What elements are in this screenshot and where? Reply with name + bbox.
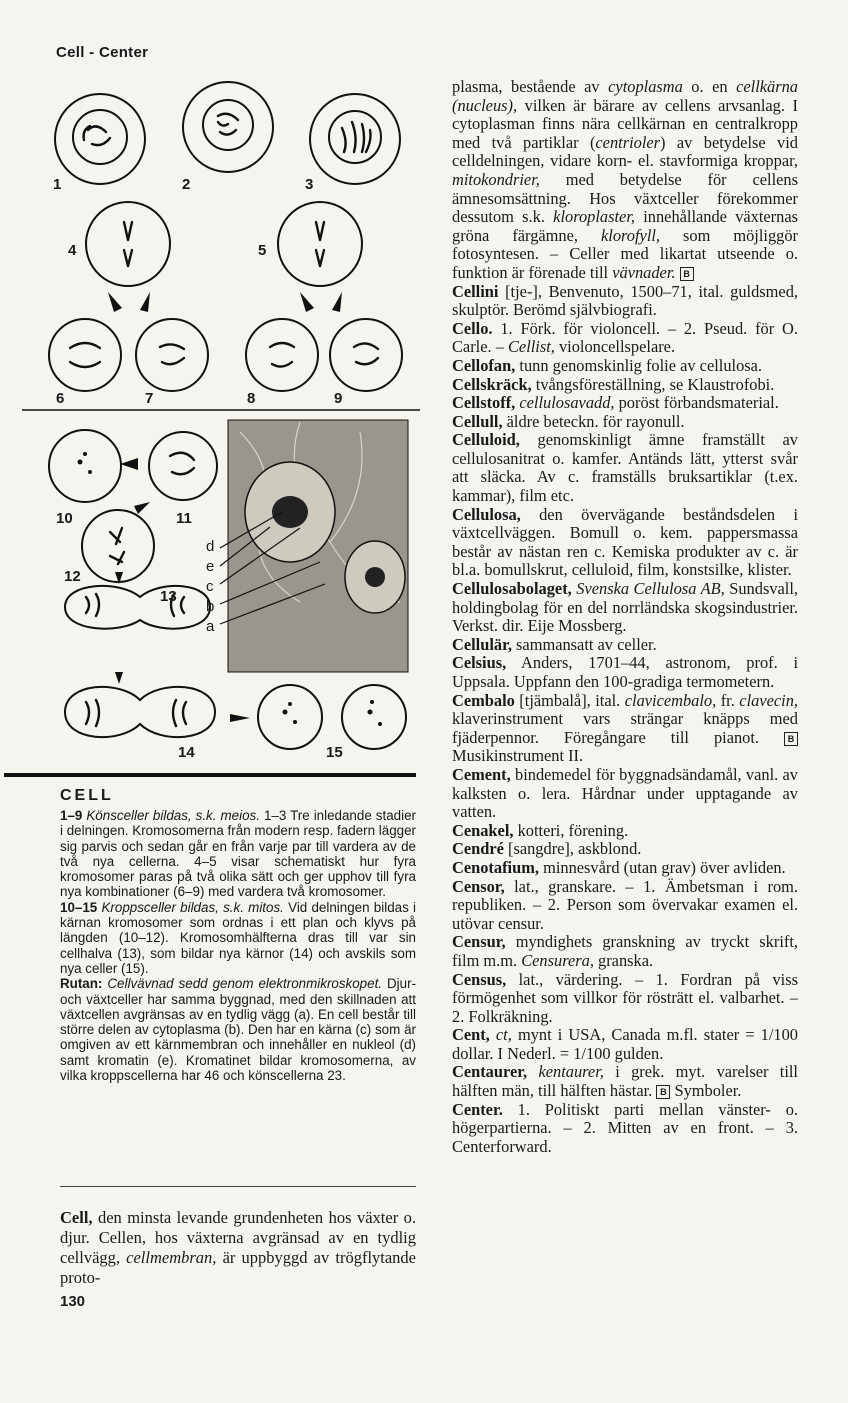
- fig-num-1: 1: [53, 176, 62, 193]
- entry-cement: Cement, bindemedel för byggnadsändamål, vanl. av kalksten o. lera. Hårdnar under upptagande av vatten.: [452, 764, 798, 822]
- page-header: Cell - Center: [56, 44, 149, 61]
- book-ref-icon: B: [784, 732, 798, 746]
- cell-division-diagram-icon: [0, 72, 420, 772]
- cell-stage-8-icon: [246, 319, 318, 391]
- caption-top-rule: [4, 773, 416, 777]
- entry-cellskrack: Cellskräck, tvångsföreställning, se Klaustrofobi.: [452, 374, 775, 394]
- cell-stage-12-icon: [82, 510, 154, 582]
- book-ref-icon: B: [680, 267, 694, 281]
- cell-stage-10-icon: [49, 430, 121, 502]
- caption-bottom-rule: [60, 1186, 416, 1187]
- entry-cellull: Cellull, äldre beteckn. för rayonull.: [452, 411, 685, 431]
- fig-num-12: 12: [64, 568, 81, 585]
- entry-celsius: Celsius, Anders, 1701–44, astronom, prof. i Uppsala. Uppfann den 100-gradiga termometern.: [452, 653, 798, 691]
- fig-num-14: 14: [178, 744, 195, 761]
- entry-censur: Censur, myndighets granskning av tryckt skrift, film m.m. Censurera, granska.: [452, 932, 798, 970]
- cell-stage-5-icon: [278, 202, 362, 286]
- fig-num-8: 8: [247, 390, 256, 407]
- figure-caption: [60, 808, 416, 1083]
- entry-cellular: Cellulär, sammansatt av celler.: [452, 634, 657, 654]
- entry-cell: Cell, den minsta levande grundenheten hos växter o. djur. Cellen, hos växterna avgränsad av en tydlig cellvägg, cellmembran, är uppbyggd av trögflytande proto-: [60, 1208, 417, 1287]
- fig-num-11: 11: [176, 510, 192, 527]
- caption-paragraph-rutan: Rutan: Cellvävnad sedd genom elektronmikroskopet. Djur- och växtceller har samma byggnad, med den skillnaden att växtcellen avgränsas av en tydlig vägg (a). En cell består till större delen av cytoplasma (b). Den har en kärna (c) som är omgiven av ett kärnmembran och innehåller en nukleol (d) samt kromatin (e). Kromatinet bildar kromosomerna, av vilka kroppscellerna har 46 och könscellerna 23.: [60, 976, 417, 1084]
- entry-censor: Censor, lat., granskare. – 1. Ämbetsman i rom. republiken. – 2. Person som övervakar examen el. utövar censur.: [452, 876, 798, 933]
- fig-letter-a: a: [206, 618, 215, 635]
- entry-center: Center. 1. Politiskt parti mellan vänster- o. högerpartierna. – 2. Mitten av en front. – 3. Centerforward.: [452, 1099, 798, 1156]
- fig-letter-e: e: [206, 558, 215, 575]
- fig-num-5: 5: [258, 242, 267, 259]
- fig-num-9: 9: [334, 390, 343, 407]
- cell-stage-7-icon: [136, 319, 208, 391]
- caption-paragraph-mitos: 10–15 Kroppsceller bildas, s.k. mitos. Vid delningen bildas i kärnan kromosomer som ordnas i ett plan och klyvs på längden (10–12). Kromosomhälfterna dras till var sin cellhalva (13), som bildar nya kärnor (14) och avskils som nya celler (15).: [60, 899, 416, 976]
- caption-paragraph-meios: 1–9 Könsceller bildas, s.k. meios. 1–3 Tre inledande stadier i delningen. Kromosomerna från modern resp. fadern lägger sig parvis och sedan går en från varje par till vardera av de två nya cellerna. 4–5 visar schematiskt hur fyra kromosomer paras på två olika sätt och ger upphov till fyra nya kombinationer (6–9) med vardera två kromosomer.: [60, 808, 416, 900]
- fig-letter-d: d: [206, 538, 215, 555]
- entry-cellulosa: Cellulosa, den övervägande beståndsdelen i växtcellväggen. Bomull o. kem. pappersmassa består av nästan ren c. Kemiska produkter av c. är bl.a. bomullskrut, celluloid, film, konstsilke, klister.: [452, 504, 798, 580]
- cell-stage-15b-icon: [342, 685, 406, 749]
- cell-stage-2-icon: [183, 82, 273, 172]
- entry-cello: Cello. 1. Förk. för violoncell. – 2. Pseud. för O. Carle. – Cellist, violoncellspelare.: [452, 318, 798, 357]
- entry-census: Census, lat., värdering. – 1. Fordran på viss förmögenhet som villkor för rösträtt el. valbarhet. – 2. Folkräkning.: [452, 969, 798, 1026]
- entry-cellstoff: Cellstoff, cellulosavadd, poröst förbandsmaterial.: [452, 393, 779, 413]
- entry-cent: Cent, ct, mynt i USA, Canada m.fl. stater = 1/100 dollar. I Nederl. = 1/100 gulden.: [452, 1025, 799, 1063]
- entry-centaurer: Centaurer, kentaurer, i grek. myt. varelser till hälften män, till hälften hästar. B Symboler.: [452, 1062, 798, 1101]
- page-number: 130: [60, 1293, 86, 1310]
- fig-num-13: 13: [160, 588, 177, 605]
- book-ref-icon: B: [656, 1085, 670, 1099]
- fig-num-6: 6: [56, 390, 65, 407]
- cell-stage-1-icon: [55, 94, 145, 184]
- cell-figure: [0, 72, 420, 780]
- entry-cell-continued: plasma, bestående av cytoplasma o. en cellkärna (nucleus), vilken är bärare av cellens arvsanlag. I cytoplasman finns nära cellkärnan en centralkropp med två partiklar (centrioler) av betydelse vid celldelningen, vidare korn- el. stavformiga kroppar, mitokondrier, med betydelse för cellens ämnesomsättning. Hos växtceller förekommer dessutom s.k. kloroplaster, innehållande växternas gröna färgämne, klorofyll, som möjliggör fotosyntesen. – Celler med likartat utseende o. funktion är förenade till vävnader. B: [452, 77, 798, 282]
- entry-cenakel: Cenakel, kotteri, förening.: [452, 820, 629, 840]
- fig-letter-c: c: [206, 578, 214, 595]
- fig-num-2: 2: [182, 176, 191, 193]
- fig-letter-b: b: [206, 598, 215, 615]
- cell-stage-15a-icon: [258, 685, 322, 749]
- fig-num-10: 10: [56, 510, 73, 527]
- fig-num-4: 4: [68, 242, 77, 259]
- fig-num-15: 15: [326, 744, 343, 761]
- cell-stage-9-icon: [330, 319, 402, 391]
- entry-cellini: Cellini [tje-], Benvenuto, 1500–71, ital. guldsmed, skulptör. Berömd självbiografi.: [452, 281, 798, 320]
- entry-cendre: Cendré [sangdre], askblond.: [452, 839, 642, 859]
- entry-celluloid: Celluloid, genomskinligt ämne framställt av cellulosanitrat o. kamfer. Antänds lätt, ytterst svår att släcka. Av c. framställs bruksartiklar (t.ex. kammar), film etc.: [452, 430, 798, 506]
- cell-stage-6-icon: [49, 319, 121, 391]
- caption-title: CELL: [60, 787, 114, 804]
- entry-cembalo: Cembalo [tjämbalå], ital. clavicembalo, fr. clavecin, klaverinstrument vars strängar knäpps med fjäderpennor. Föregångare till pianot. B Musikinstrument II.: [452, 690, 798, 766]
- entry-cellofan: Cellofan, tunn genomskinlig folie av cellulosa.: [452, 355, 763, 375]
- fig-num-7: 7: [145, 390, 154, 407]
- entry-cenotafium: Cenotafium, minnesvård (utan grav) över avliden.: [452, 857, 786, 877]
- right-column: [452, 78, 798, 1156]
- cell-stage-13-icon: [65, 586, 210, 629]
- cell-stage-14-icon: [65, 687, 215, 737]
- fig-num-3: 3: [305, 176, 314, 193]
- entry-cellulosabolaget: Cellulosabolaget, Svenska Cellulosa AB, Sundsvall, holdingbolag för en del norrländska skogsindustrier. Verkst. dir. Eije Mossberg.: [452, 579, 798, 636]
- cell-stage-4-icon: [86, 202, 170, 286]
